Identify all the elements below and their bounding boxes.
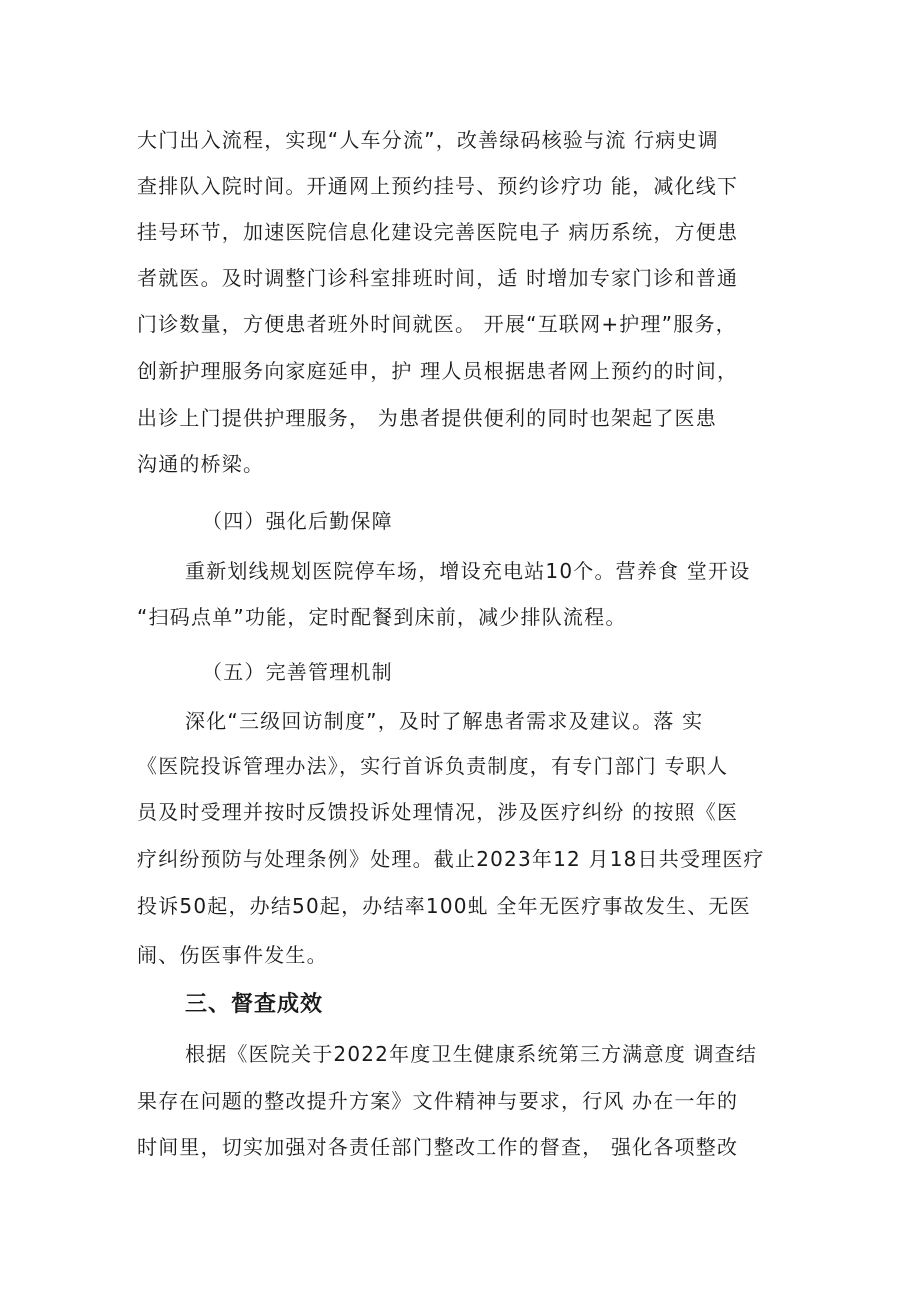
- paragraph-line: 大门出入流程，实现“人车分流”，改善绿码核验与流 行病史调: [137, 128, 719, 152]
- paragraph-line: 闹、伤医事件发生。: [137, 943, 328, 967]
- subheading-logistics: （四）强化后勤保障: [202, 509, 393, 533]
- paragraph-line: 创新护理服务向家庭延申，护 理人员根据患者网上预约的时间，: [137, 359, 739, 383]
- paragraph-line: “扫码点单”功能，定时配餐到床前，减少排队流程。: [137, 605, 627, 629]
- paragraph-line: 果存在问题的整改提升方案》文件精神与要求，行风 办在一年的: [137, 1089, 739, 1113]
- paragraph-line: 根据《医院关于2022年度卫生健康系统第三方满意度 调查结: [185, 1042, 758, 1066]
- paragraph-line: 时间里，切实加强对各责任部门整改工作的督查， 强化各项整改: [137, 1135, 739, 1159]
- paragraph-line: 员及时受理并按时反馈投诉处理情况，涉及医疗纠纷 的按照《医: [137, 800, 739, 824]
- paragraph-line: 沟通的桥梁。: [137, 452, 265, 476]
- paragraph-line: 挂号环节，加速医院信息化建设完善医院电子 病历系统，方便患: [137, 220, 739, 244]
- paragraph-line: 投诉50起，办结50起，办结率100虬 全年无医疗事故发生、无医: [137, 894, 751, 918]
- subheading-management: （五）完善管理机制: [202, 660, 393, 684]
- section-heading: 三、督查成效: [185, 992, 324, 1017]
- paragraph-line: 查排队入院时间。开通网上预约挂号、预约诊疗功 能，减化线下: [137, 174, 739, 198]
- paragraph-line: 重新划线规划医院停车场，增设充电站10个。营养食 堂开设: [185, 559, 751, 583]
- paragraph-line: 门诊数量，方便患者班外时间就医。 开展“互联网+护理”服务，: [137, 312, 737, 336]
- paragraph-line: 出诊上门提供护理服务， 为患者提供便利的同时也架起了医患: [137, 406, 717, 430]
- paragraph-line: 者就医。及时调整门诊科室排班时间，适 时增加专家门诊和普通: [137, 266, 739, 290]
- paragraph-line: 《医院投诉管理办法》，实行首诉负责制度，有专门部门 专职人: [137, 754, 729, 778]
- paragraph-line: 疗纠纷预防与处理条例》处理。截止2023年12 月18日共受理医疗: [137, 847, 765, 871]
- paragraph-line: 深化“三级回访制度”，及时了解患者需求及建议。落 实: [185, 709, 704, 733]
